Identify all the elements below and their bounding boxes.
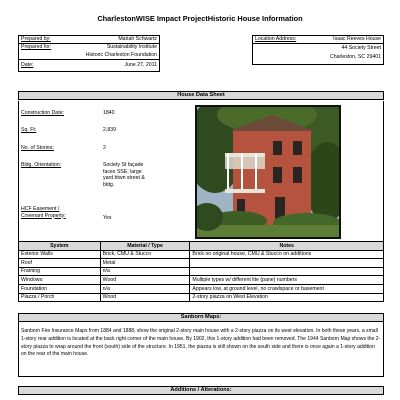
fact-label: Sq. Ft:	[21, 127, 37, 133]
prepared-by-value: Mariah Schwartz	[118, 36, 157, 42]
fact-label: HCF Easement / Covenant Property:	[21, 206, 66, 219]
prepared-for-value-2: Historic Charleston Foundation	[85, 52, 157, 58]
table-row	[19, 250, 384, 259]
table-row	[19, 276, 384, 285]
cell-system: Roof	[19, 259, 101, 268]
additions-alterations-heading: Additions / Alterations:	[18, 386, 384, 395]
cell-system: Exterior Walls	[19, 250, 101, 259]
prepared-by-label: Prepared by:	[21, 36, 51, 42]
date-value: June 27, 2011	[124, 62, 157, 68]
cell-system: Framing	[19, 267, 101, 276]
location-line-1: Isaac Reeves House	[333, 36, 381, 42]
sanborn-maps-heading: Sanborn Maps:	[18, 313, 384, 322]
systems-table	[18, 241, 384, 302]
table-row	[19, 293, 384, 302]
fact-value: 1840	[103, 110, 115, 116]
table-row	[19, 284, 384, 293]
column-header-system: System	[19, 242, 101, 251]
fact-label: Construction Date:	[21, 110, 64, 116]
date-row	[19, 62, 159, 70]
cell-material: Wood	[100, 293, 190, 302]
cell-system: Foundation	[19, 284, 101, 293]
prepared-info-box	[18, 35, 160, 72]
fact-value: 2	[103, 145, 106, 151]
cell-material: Brick, CMU & Stucco	[100, 250, 190, 259]
fact-label: Bldg. Orientation:	[21, 162, 62, 168]
house-photo-illustration	[197, 107, 339, 237]
location-line-3: Charleston, SC 29401	[329, 54, 381, 60]
fact-value: 2,839	[103, 127, 116, 133]
location-line-2: 44 Society Street	[341, 45, 381, 51]
column-header-notes: Notes	[190, 242, 384, 251]
prepared-for-row	[19, 44, 159, 52]
page-title: CharlestonWISE Impact ProjectHistoric House Information	[97, 14, 303, 23]
location-row-1	[253, 36, 383, 44]
date-label: Date:	[21, 62, 34, 68]
sanborn-maps-text: Sanborn Fire Insurance Maps from 1884 and 1888, show the original 2-story main house with a 2-story piazza on its west elevation. In both these years, a small 1-story rear addition is located at the back right corner of the main house. By 1902, this 1-story addition had been removed. The 1944 Sanborn Map shows the 2-story piazza to wrap around the front (south) side of the structure. In 1951, the piazza is still shown on the south side and there is once again a 1-story addition on the rear of the main house.	[18, 322, 384, 377]
location-label: Location Address:	[255, 36, 297, 42]
prepared-for-value-1: Sustainability Institute	[106, 44, 157, 50]
cell-notes	[190, 267, 384, 276]
fact-value: Yes	[103, 215, 112, 221]
location-row-3	[253, 54, 383, 62]
house-photo	[195, 105, 341, 239]
cell-notes: 2-story piazza on West Elevation	[190, 293, 384, 302]
table-row	[19, 259, 384, 268]
cell-notes: Appears low, at ground level, no crawlspace or basement	[190, 284, 384, 293]
fact-value: Society St façade faces SSE; large yard btwn street & bldg.	[103, 162, 145, 188]
cell-material: n/a	[100, 267, 190, 276]
house-data-sheet-heading: House Data Sheet	[18, 91, 384, 100]
prepared-for-row-2	[19, 52, 159, 60]
cell-notes: Multiple types w/ different lite (pane) numbers	[190, 276, 384, 285]
table-header-row	[19, 242, 384, 251]
cell-notes: Brick on original house, CMU & Stucco on additions	[190, 250, 384, 259]
prepared-for-label: Prepared for:	[21, 44, 52, 50]
cell-system: Piazza / Porch	[19, 293, 101, 302]
cell-material: Metal	[100, 259, 190, 268]
column-header-material: Material / Type	[100, 242, 190, 251]
prepared-by-row	[19, 36, 159, 44]
location-row-2	[253, 45, 383, 53]
cell-notes	[190, 259, 384, 268]
table-row	[19, 267, 384, 276]
location-box	[252, 35, 384, 65]
cell-material: Wood	[100, 276, 190, 285]
fact-label: No. of Stories:	[21, 145, 54, 151]
cell-material: n/a	[100, 284, 190, 293]
cell-system: Windows:	[19, 276, 101, 285]
